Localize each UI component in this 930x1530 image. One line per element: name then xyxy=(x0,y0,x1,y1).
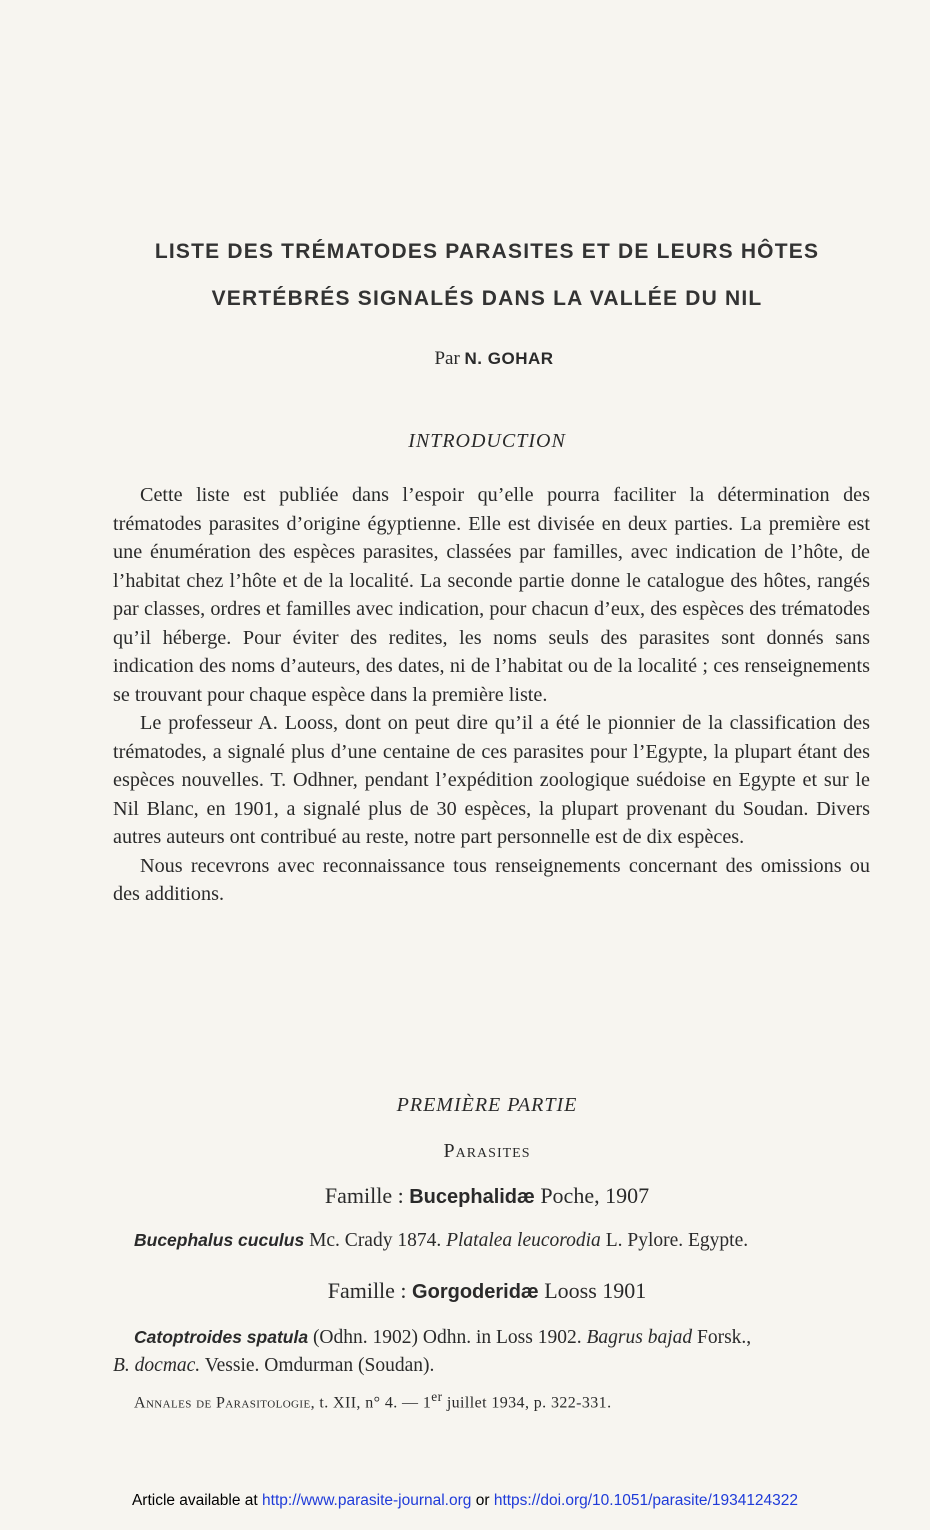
doi-link[interactable]: https://doi.org/10.1051/parasite/1934124322 xyxy=(493,1492,799,1509)
intro-paragraph: Nous recevrons avec reconnaissance tous renseignements concernant des omissions ou des additions. xyxy=(113,854,870,905)
host-author: Forsk., xyxy=(697,1327,752,1348)
author-name: N. GOHAR xyxy=(464,349,554,368)
intro-paragraph: Cette liste est publiée dans l’espoir qu’elle pourra faciliter la détermination des trématodes parasites d’origine égyptienne. Elle est divisée en deux parties. La première est une énumération des espèces parasites, classées par familles, avec indication de l’hôte, de l’habitat chez l’hôte et de la localité. La seconde partie donne le catalogue des hôtes, rangés par classes, ordres et familles avec indication, pour chacun d’eux, des espèces des trématodes qu’il héberge. Pour éviter des redites, les noms seuls des parasites sont donnés sans indication des noms d’auteurs, des dates, ni de l’habitat ou de la localité ; ces renseignements se trouvant pour chaque espèce dans la première liste. xyxy=(113,484,870,706)
byline xyxy=(0,348,930,370)
journal-link[interactable]: http://www.parasite-journal.org xyxy=(262,1492,472,1509)
family-prefix: Famille : xyxy=(324,1183,404,1208)
host-name: B. docmac. xyxy=(113,1355,201,1376)
citation-details: t. XII, n° 4. — xyxy=(319,1394,419,1412)
article-availability-bar xyxy=(0,1492,930,1510)
species-name: Catoptroides spatula xyxy=(134,1327,309,1347)
species-authority: (Odhn. 1902) Odhn. in Loss 1902. xyxy=(312,1327,582,1348)
article-title-line-2: VERTÉBRÉS SIGNALÉS DANS LA VALLÉE DU NIL xyxy=(211,287,763,310)
family-prefix: Famille : xyxy=(327,1278,407,1303)
citation-sup: er xyxy=(431,1389,443,1404)
family-heading xyxy=(22,1183,930,1209)
family-author: Looss 1901 xyxy=(544,1278,647,1303)
species-name: Bucephalus cuculus xyxy=(134,1230,305,1250)
family-name: Bucephalidæ xyxy=(409,1186,535,1208)
byline-prefix: Par xyxy=(434,348,460,369)
family-author: Poche, 1907 xyxy=(540,1183,650,1208)
journal-name: Annales de Parasitologie, xyxy=(134,1394,315,1412)
family-name: Gorgoderidæ xyxy=(412,1281,539,1303)
parasites-heading: Parasites xyxy=(443,1140,531,1162)
article-bar-prefix: Article available at xyxy=(131,1492,258,1509)
host-name: Bagrus bajad xyxy=(586,1327,693,1348)
entry-details: Vessie. Omdurman (Soudan). xyxy=(204,1355,435,1376)
species-entry xyxy=(134,1226,880,1255)
citation-date: juillet 1934, p. 322-331. xyxy=(446,1394,612,1412)
article-bar-middle: or xyxy=(475,1492,490,1509)
entry-details: L. Pylore. Egypte. xyxy=(605,1230,749,1251)
family-heading xyxy=(22,1278,930,1304)
introduction-heading: INTRODUCTION xyxy=(408,430,566,452)
citation-day: 1 xyxy=(422,1394,432,1412)
introduction-body xyxy=(113,481,870,909)
species-entry xyxy=(113,1323,873,1380)
journal-citation xyxy=(134,1389,894,1412)
intro-paragraph: Le professeur A. Looss, dont on peut dire qu’il a été le pionnier de la classification des trématodes, a signalé plus d’une centaine de ces parasites pour l’Egypte, la plupart étant des espèces nouvelles. T. Odhner, pendant l’expédition zoologique suédoise en Egypte et sur le Nil Blanc, en 1901, a signalé plus de 30 espèces, la plupart provenant du Soudan. Divers autres auteurs ont contribué au reste, notre part personnelle est de dix espèces. xyxy=(113,712,870,848)
article-title-line-1: LISTE DES TRÉMATODES PARASITES ET DE LEURS HÔTES xyxy=(154,240,820,263)
part-heading: PREMIÈRE PARTIE xyxy=(396,1094,578,1116)
species-authority: Mc. Crady 1874. xyxy=(309,1230,442,1251)
host-name: Platalea leucorodia xyxy=(446,1230,601,1251)
